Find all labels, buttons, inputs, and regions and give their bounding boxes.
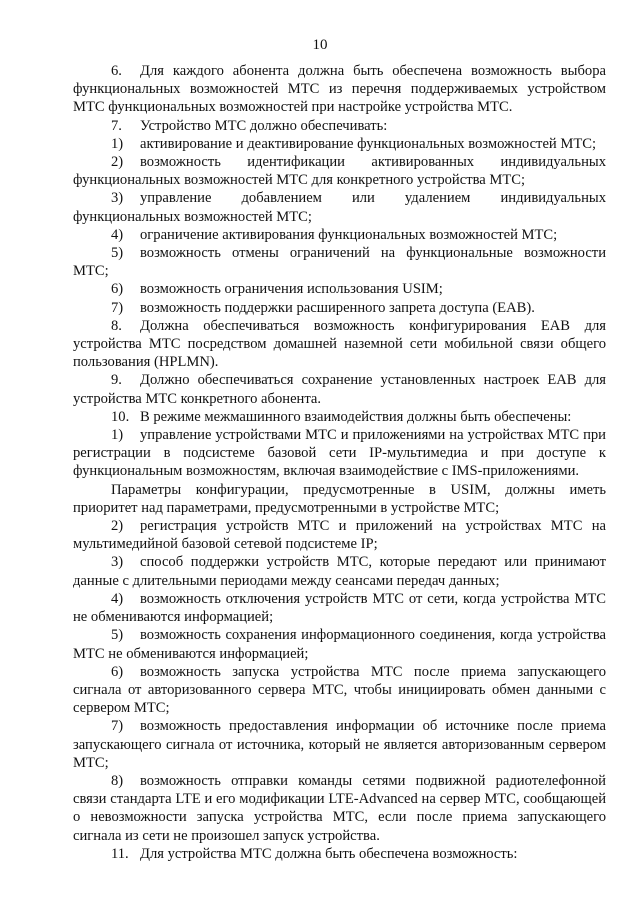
list-item (73, 226, 606, 244)
item-text: регистрация устройств МТС и приложений на устройствах МТС на мультимедийной базовой сетевой подсистеме IP; (73, 518, 606, 553)
paragraph-config-params (73, 481, 606, 517)
list-item (73, 280, 606, 298)
list-item (73, 772, 606, 845)
item-number: 6) (111, 281, 124, 298)
list-item (73, 299, 606, 317)
item-number: 7) (111, 299, 124, 316)
item-number: 8) (111, 772, 124, 789)
paragraph-number: 6. (111, 63, 122, 79)
paragraph-11 (73, 845, 606, 863)
paragraph-text: Должна обеспечиваться возможность конфигурирования ЕАВ для устройства МТС посредством домашней наземной сети мобильной связи общего пользования (HPLMN). (73, 317, 606, 371)
paragraph-6 (73, 62, 606, 117)
item-text: возможность сохранения информационного соединения, когда устройства МТС не обмениваются информацией; (73, 627, 606, 662)
item-number: 5) (111, 627, 124, 644)
item-number: 6) (111, 663, 124, 680)
item-text: ограничение активирования функциональных возможностей МТС; (140, 226, 558, 243)
paragraph-text: Параметры конфигурации, предусмотренные в USIM, должны иметь приоритет над параметрами, предусмотренными в устройстве МТС; (73, 481, 606, 516)
paragraph-number: 8. (111, 317, 122, 334)
list-item (73, 717, 606, 772)
item-number: 4) (111, 226, 124, 243)
paragraph-10 (73, 408, 606, 426)
list-item (73, 426, 606, 481)
list-item (73, 135, 606, 153)
item-text: возможность отключения устройств МТС от сети, когда устройства МТС не обмениваются информацией; (73, 590, 606, 626)
paragraph-number: 9. (111, 372, 122, 389)
item-number: 1) (111, 135, 124, 152)
list-item (73, 153, 606, 189)
item-text: возможность запуска устройства МТС после приема запускающего сигнала от авторизованного сервера МТС, чтобы инициировать обмен данными с сервером МТС; (73, 663, 606, 717)
item-number: 2) (111, 518, 124, 535)
paragraph-8 (73, 317, 606, 372)
list-item (73, 189, 606, 225)
item-text: возможность поддержки расширенного запрета доступа (ЕАВ). (140, 299, 535, 316)
item-number: 1) (111, 427, 124, 444)
paragraph-text: Устройство МТС должно обеспечивать: (140, 117, 388, 134)
list-item (73, 517, 606, 553)
item-text: возможность предоставления информации об источнике после приема запускающего сигнала от источника, который не является авторизованным сервером МТС; (73, 718, 606, 771)
item-text: активирование и деактивирование функциональных возможностей МТС; (140, 135, 597, 152)
item-number: 2) (111, 154, 124, 171)
paragraph-text: Должно обеспечиваться сохранение установленных настроек ЕАВ для устройства МТС конкретного абонента. (73, 372, 606, 407)
item-number: 3) (111, 190, 124, 207)
item-text: возможность отправки команды сетями подвижной радиотелефонной связи стандарта LTE и его модификации LTE-Advanced на сервер МТС, сообщающей о невозможности запуска устройства МТС, если после приема запускающего сигнала из сети не произошел запуск устройства. (73, 772, 606, 844)
list-item (73, 244, 606, 280)
item-text: управление устройствами МТС и приложениями на устройствах МТС при регистрации в подсистеме базовой сети IP-мультимедиа и при доступе к функциональным возможностям, включая взаимодействие с IMS-приложениями. (73, 427, 606, 480)
paragraph-number: 10. (111, 408, 130, 425)
item-number: 4) (111, 590, 124, 607)
list-item (73, 553, 606, 589)
paragraph-text: В режиме межмашинного взаимодействия должны быть обеспечены: (140, 408, 572, 425)
item-text: возможность ограничения использования USIM; (140, 281, 443, 298)
document-body (73, 62, 606, 863)
item-text: возможность идентификации активированных индивидуальных функциональных возможностей МТС для конкретного устройства МТС; (73, 154, 606, 189)
item-number: 7) (111, 718, 124, 735)
list-item (73, 626, 606, 662)
paragraph-number: 7. (111, 117, 122, 134)
list-item (73, 590, 606, 626)
page-number: 10 (312, 37, 328, 53)
item-number: 3) (111, 554, 124, 571)
paragraph-number: 11. (111, 845, 129, 862)
item-text: возможность отмены ограничений на функциональные возможности МТС; (73, 245, 606, 280)
list-item (73, 663, 606, 718)
item-text: управление добавлением или удалением индивидуальных функциональных возможностей МТС; (73, 190, 606, 225)
item-text: способ поддержки устройств МТС, которые передают или принимают данные с длительными периодами между сеансами передач данных; (73, 554, 606, 589)
item-number: 5) (111, 245, 124, 262)
paragraph-9 (73, 371, 606, 407)
paragraph-7 (73, 117, 606, 135)
paragraph-text: Для каждого абонента должна быть обеспечена возможность выбора функциональных возможностей МТС из перечня поддерживаемых устройством МТС функциональных возможностей при настройке устройства МТС. (73, 63, 606, 116)
paragraph-text: Для устройства МТС должна быть обеспечена возможность: (140, 845, 518, 862)
